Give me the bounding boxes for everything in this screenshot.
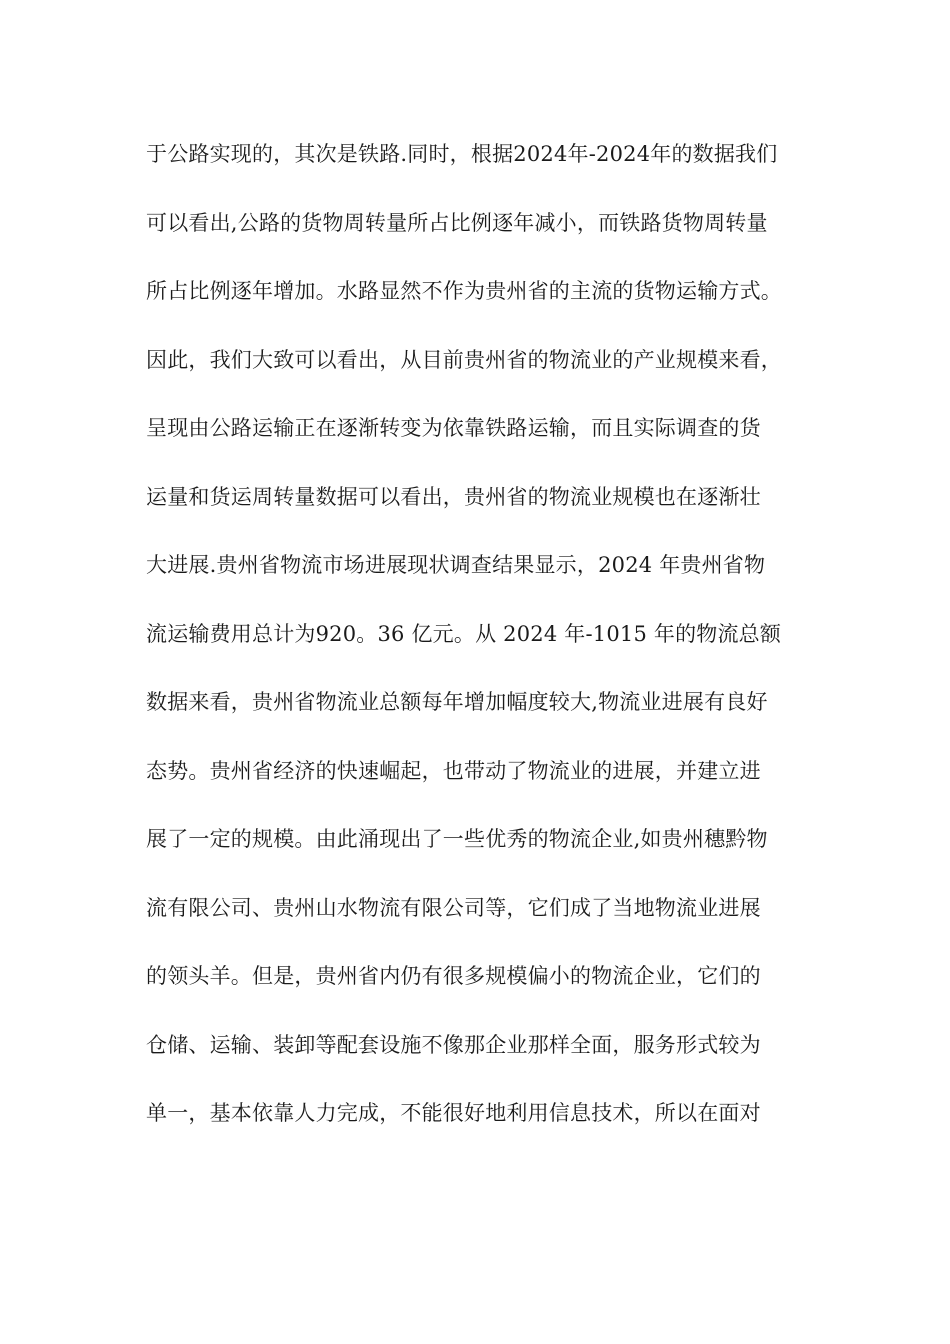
text-line: 运量和货运周转量数据可以看出，贵州省的物流业规模也在逐渐壮 — [146, 484, 761, 509]
body-text — [146, 132, 816, 1160]
text-line: 数据来看，贵州省物流业总额每年增加幅度较大,物流业进展有良好 — [146, 690, 768, 714]
text-line: 所占比例逐年增加。水路显然不作为贵州省的主流的货物运输方式。 — [146, 279, 782, 303]
text-line: 因此，我们大致可以看出，从目前贵州省的物流业的产业规模来看， — [146, 347, 782, 372]
text-line: 呈现由公路运输正在逐渐转变为依靠铁路运输，而且实际调查的货 — [146, 416, 761, 440]
text-line: 单一，基本依靠人力完成，不能很好地利用信息技术，所以在面对 — [146, 1101, 761, 1125]
text-line: 大进展.贵州省物流市场进展现状调查结果显示，2024 年贵州省物 — [146, 553, 766, 577]
text-line: 展了一定的规模。由此涌现出了一些优秀的物流企业,如贵州穗黔物 — [146, 827, 768, 851]
text-line: 于公路实现的，其次是铁路.同时，根据2024年-2024年的数据我们 — [146, 142, 778, 166]
text-line: 仓储、运输、装卸等配套设施不像那企业那样全面，服务形式较为 — [146, 1032, 761, 1057]
text-line: 可以看出,公路的货物周转量所占比例逐年减小，而铁路货物周转量 — [146, 210, 768, 235]
text-line: 流有限公司、贵州山水物流有限公司等，它们成了当地物流业进展 — [146, 895, 761, 920]
text-line: 态势。贵州省经济的快速崛起，也带动了物流业的进展，并建立进 — [146, 758, 761, 783]
text-line: 流运输费用总计为920。36 亿元。从 2024 年-1015 年的物流总额 — [146, 621, 782, 646]
text-line: 的领头羊。但是，贵州省内仍有很多规模偏小的物流企业，它们的 — [146, 964, 761, 988]
